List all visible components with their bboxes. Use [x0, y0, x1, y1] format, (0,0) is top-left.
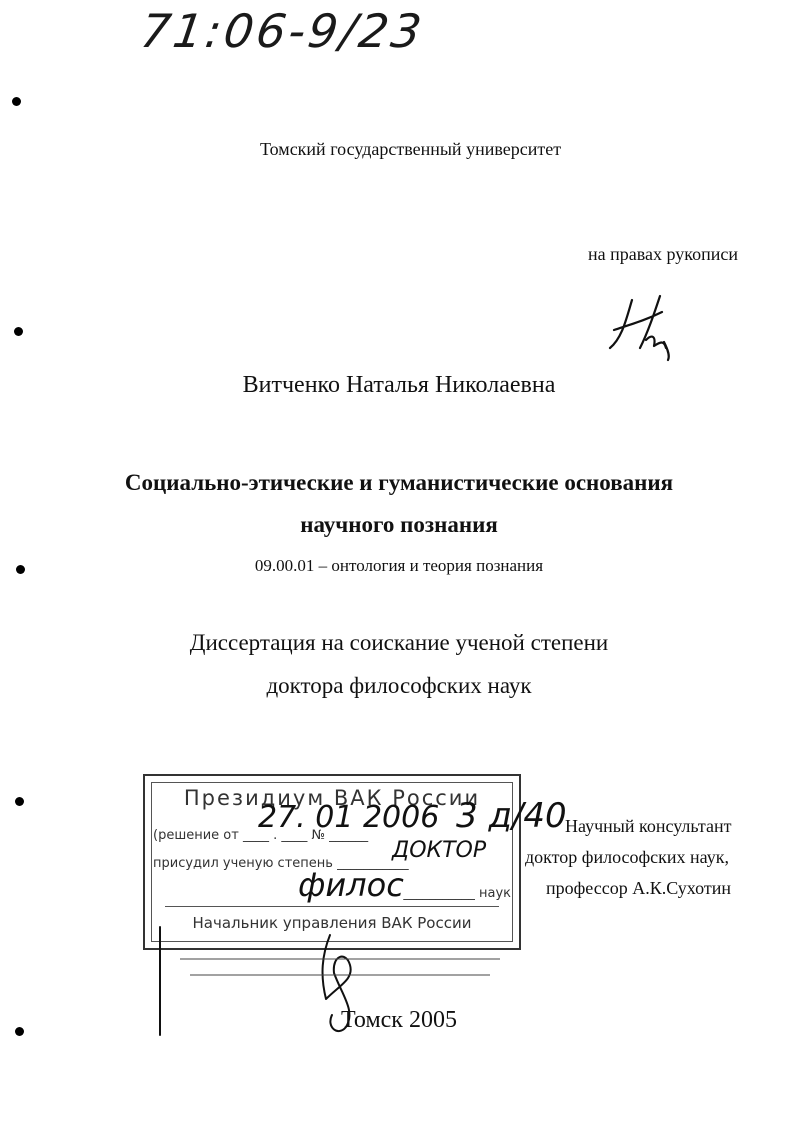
- dissertation-title-line1: Социально-этические и гуманистические основания: [124, 470, 674, 495]
- binding-hole-dot: [12, 97, 21, 106]
- archive-number-handwritten: 71:06-9/23: [137, 4, 428, 58]
- stamp-footer: Начальник управления ВАК России: [192, 914, 472, 932]
- stamp-handwritten-number: 3 д/40: [456, 796, 567, 836]
- binding-hole-dot: [14, 327, 23, 336]
- stamp-header: Президиум ВАК России: [183, 786, 481, 810]
- author-name: Витченко Наталья Николаевна: [242, 372, 556, 398]
- degree-line1: Диссертация на соискание ученой степени: [189, 630, 609, 655]
- consultant-label: Научный консультант: [565, 816, 732, 836]
- binding-hole-dot: [15, 797, 24, 806]
- stamp-handwritten-degree: ДОКТОР: [392, 838, 487, 863]
- dissertation-title-line2: научного познания: [300, 512, 498, 537]
- stamp-science-line: ___________ наук: [403, 886, 511, 901]
- city-year: Томск 2005: [341, 1007, 457, 1033]
- rights-note: на правах рукописи: [588, 244, 738, 264]
- consultant-name: профессор А.К.Сухотин: [546, 878, 731, 898]
- author-signature: [604, 290, 680, 366]
- stamp-rule: [165, 906, 499, 907]
- consultant-degree: доктор философских наук,: [525, 847, 729, 867]
- university-name: Томский государственный университет: [260, 139, 562, 159]
- stamp-degree-line: присудил ученую степень ___________: [153, 856, 409, 871]
- stamp-handwritten-date: 27. 01 2006: [258, 800, 440, 835]
- specialty-code: 09.00.01 – онтология и теория познания: [254, 556, 544, 575]
- stamp-handwritten-field: филос: [298, 866, 404, 904]
- stamp-decision-line: (решение от ____ . ____ № ______: [153, 828, 369, 843]
- degree-line2: доктора философских наук: [266, 673, 532, 698]
